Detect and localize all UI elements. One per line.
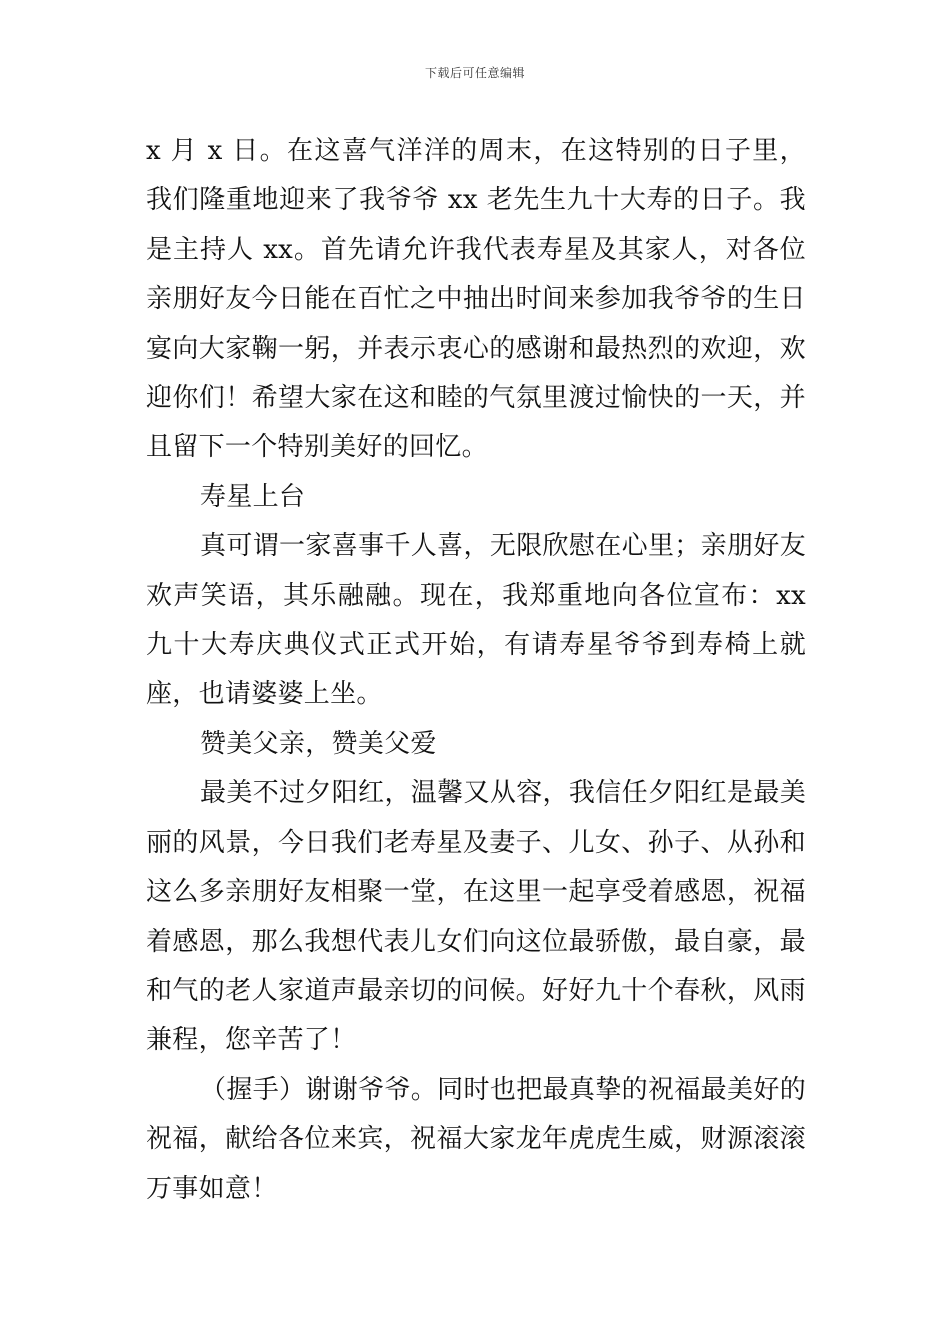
- paragraph-sunset-red: 最美不过夕阳红，温馨又从容，我信任夕阳红是最美丽的风景，今日我们老寿星及妻子、儿女、孙子、从孙和这么多亲朋好友相聚一堂，在这里一起享受着感恩，祝福着感恩，那么我想代表儿女们向这位最骄傲，最自豪，最和气的老人家道声最亲切的问候。好好九十个春秋，风雨兼程，您辛苦了！: [146, 778, 806, 1056]
- page-header-note: 下载后可任意编辑: [424, 66, 525, 80]
- section-heading-praise-father: 赞美父亲，赞美父爱: [200, 728, 437, 759]
- paragraph-opening: x 月 x 日。在这喜气洋洋的周末，在这特别的日子里，我们隆重地迎来了我爷爷 xx 老先生九十大寿的日子。我是主持人 xx。首先请允许我代表寿星及其家人，对各位亲朋好友今日能在百忙之中抽出时间来参加我爷爷的生日宴向大家鞠一躬，并表示衷心的感谢和最热烈的欢迎，欢迎你们！希望大家在这和睦的气氛里渡过愉快的一天，并且留下一个特别美好的回忆。: [146, 136, 806, 463]
- paragraph-ceremony-start: 真可谓一家喜事千人喜，无限欣慰在心里；亲朋好友欢声笑语，其乐融融。现在，我郑重地向各位宣布：xx 九十大寿庆典仪式正式开始，有请寿星爷爷到寿椅上就座，也请婆婆上坐。: [146, 531, 806, 710]
- document-body: [146, 127, 806, 1214]
- section-heading-birthday-star-on-stage: 寿星上台: [200, 481, 306, 512]
- paragraph-closing-blessing: （握手）谢谢爷爷。同时也把最真挚的祝福最美好的祝福，献给各位来宾，祝福大家龙年虎虎生威，财源滚滚万事如意！: [146, 1074, 806, 1204]
